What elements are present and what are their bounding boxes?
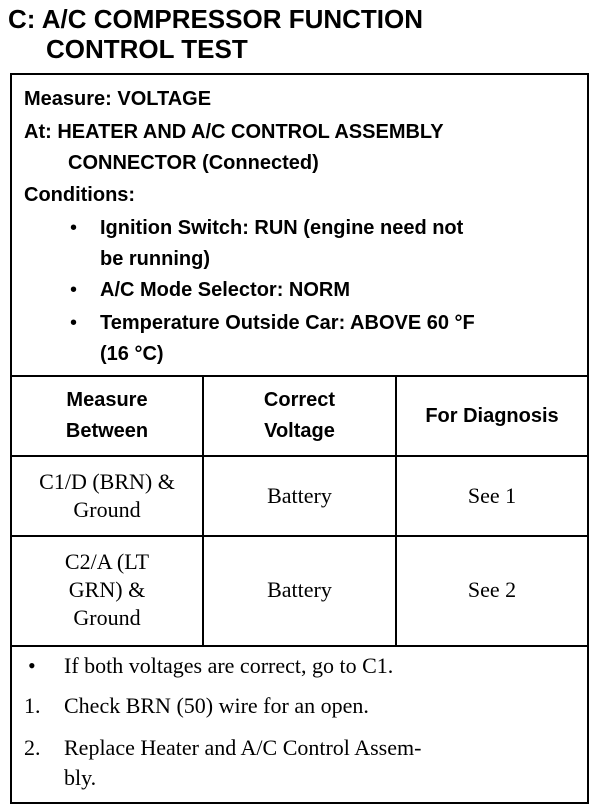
measurement-table: [12, 375, 587, 647]
at-line-2: CONNECTOR (Connected): [68, 152, 319, 174]
header-for-diagnosis: [397, 377, 587, 455]
note-2-text-line-2: bly.: [64, 765, 97, 790]
conditions-section: [12, 75, 587, 375]
table-row-2-diagnosis: [397, 537, 587, 643]
condition-temperature-line-1: Temperature Outside Car: ABOVE 60 °F: [100, 312, 475, 334]
note-2-marker: 2.: [24, 735, 41, 760]
section-title: [8, 4, 598, 64]
table-row-2-measure: [12, 537, 202, 643]
note-1-marker: 1.: [24, 693, 41, 718]
row-2-measure-line-2: GRN) &: [68, 577, 146, 602]
note-bullet-icon: •: [28, 653, 36, 678]
table-row-1-diagnosis: [397, 457, 587, 535]
conditions-label: Conditions:: [24, 184, 136, 206]
at-line-1: At: HEATER AND A/C CONTROL ASSEMBLY: [24, 121, 444, 143]
condition-temperature-line-2: (16 °C): [100, 343, 164, 365]
header-measure-line-1: Measure: [66, 389, 148, 411]
measure-line: Measure: VOLTAGE: [24, 88, 212, 110]
row-1-measure-line-2: Ground: [73, 497, 141, 522]
test-box: [10, 73, 589, 804]
note-1-text: Check BRN (50) wire for an open.: [64, 693, 369, 718]
header-voltage-line-1: Correct: [263, 389, 336, 411]
row-1-measure-line-1: C1/D (BRN) &: [39, 469, 175, 494]
condition-mode-selector: A/C Mode Selector: NORM: [100, 279, 351, 301]
header-correct-voltage: [204, 377, 395, 455]
note-2-text-line-1: Replace Heater and A/C Control Assem-: [64, 735, 422, 760]
title-line-2: CONTROL TEST: [46, 34, 248, 64]
bullet-icon: •: [70, 312, 78, 334]
bullet-icon: •: [70, 217, 78, 239]
row-2-measure-line-1: C2/A (LT: [64, 549, 150, 574]
table-row-2-voltage: [204, 537, 395, 643]
condition-ignition-line-2: be running): [100, 248, 210, 270]
bullet-icon: •: [70, 279, 78, 301]
row-2-diagnosis: See 2: [467, 577, 517, 602]
table-row-1-measure: [12, 457, 202, 535]
header-voltage-line-2: Voltage: [264, 420, 335, 442]
row-2-measure-line-3: Ground: [73, 605, 141, 630]
table-row-1-voltage: [204, 457, 395, 535]
notes-section: [12, 647, 587, 802]
row-1-diagnosis: See 1: [467, 483, 517, 508]
row-2-voltage: Battery: [267, 577, 332, 602]
note-bullet-text: If both voltages are correct, go to C1.: [64, 653, 394, 678]
header-measure-line-2: Between: [65, 420, 149, 442]
header-diagnosis-label: For Diagnosis: [425, 404, 559, 427]
row-1-voltage: Battery: [267, 483, 332, 508]
condition-ignition-line-1: Ignition Switch: RUN (engine need not: [100, 217, 464, 239]
header-measure-between: [12, 377, 202, 455]
title-line-1: C: A/C COMPRESSOR FUNCTION: [8, 4, 424, 34]
